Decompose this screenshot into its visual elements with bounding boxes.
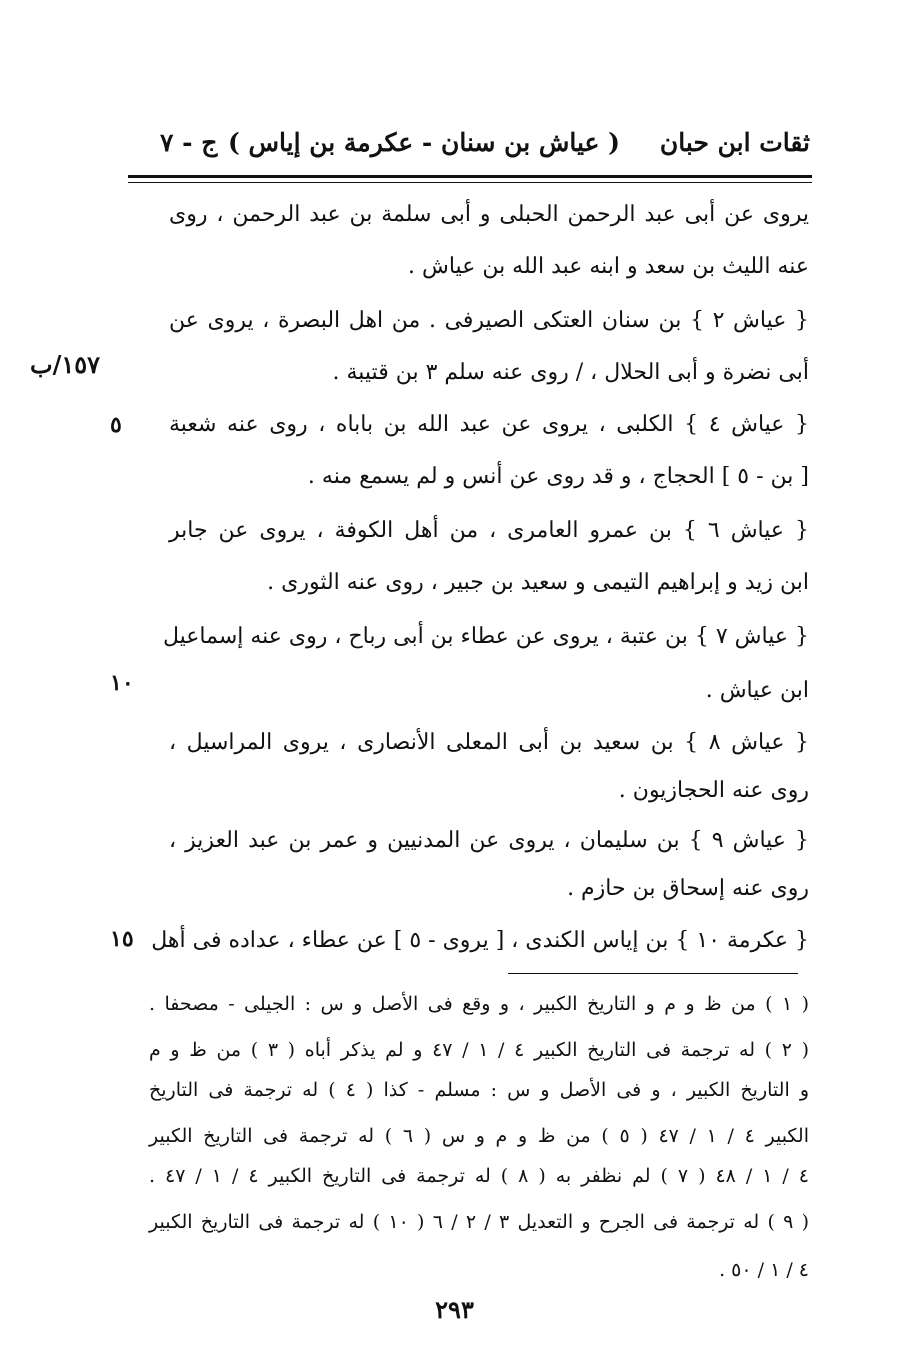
footnote-line: الكبير ٤ / ١ / ٤٧ ( ٥ ) من ظ و م و س ( ٦ ) له ترجمة فى التاريخ الكبير [149, 1125, 809, 1147]
text-line: { عياش ٦ } بن عمرو العامرى ، من أهل الكوفة ، يروى عن جابر [169, 518, 809, 543]
text-line: يروى عن أبى عبد الرحمن الحبلى و أبى سلمة بن عبد الرحمن ، روى [169, 202, 809, 227]
header-rule [128, 175, 812, 178]
text-line: [ بن - ٥ ] الحجاج ، و قد روى عن أنس و لم يسمع منه . [307, 464, 809, 489]
page-number: ٢٩٣ [435, 1295, 474, 1324]
footnote-line: ( ١ ) من ظ و م و التاريخ الكبير ، و وقع فى الأصل و س : الجيلى - مصحفا . [149, 993, 809, 1015]
text-line: { عياش ٤ } الكلبى ، يروى عن عبد الله بن باباه ، روى عنه شعبة [169, 412, 810, 437]
footnote-line: ( ٢ ) له ترجمة فى التاريخ الكبير ٤ / ١ / ٤٧ و لم يذكر أباه ( ٣ ) من ظ و م [149, 1039, 809, 1061]
text-line: { عياش ٧ } بن عتبة ، يروى عن عطاء بن أبى رباح ، روى عنه إسماعيل [162, 624, 809, 649]
text-line: روى عنه إسحاق بن حازم . [567, 876, 809, 901]
text-line: { عياش ٩ } بن سليمان ، يروى عن المدنيين و عمر بن عبد العزيز ، [169, 828, 810, 853]
book-title: ثقات ابن حبان [659, 128, 810, 157]
text-line: روى عنه الحجازيون . [618, 778, 809, 803]
line-number: ١٥ [110, 926, 134, 952]
text-line: ابن زيد و إبراهيم التيمى و سعيد بن جبير ، روى عنه الثورى . [267, 570, 809, 595]
footnote-line: و التاريخ الكبير ، و فى الأصل و س : مسلم - كذا ( ٤ ) له ترجمة فى التاريخ [149, 1079, 809, 1101]
text-line: ابن عياش . [705, 678, 809, 703]
header-rule-thin [128, 182, 812, 183]
line-number: ٥ [110, 412, 122, 438]
text-line: { عياش ٢ } بن سنان العتكى الصيرفى . من اهل البصرة ، يروى عن [169, 308, 809, 333]
line-number: ١٠ [110, 670, 134, 696]
text-line: عنه الليث بن سعد و ابنه عبد الله بن عياش . [408, 254, 809, 279]
footnote-line: ٤ / ١ / ٤٨ ( ٧ ) لم نظفر به ( ٨ ) له ترجمة فى التاريخ الكبير ٤ / ١ / ٤٧ . [149, 1165, 810, 1187]
text-line: { عكرمة ١٠ } بن إياس الكندى ، [ يروى - ٥ ] عن عطاء ، عداده فى أهل [151, 928, 809, 953]
text-line: { عياش ٨ } بن سعيد بن أبى المعلى الأنصارى ، يروى المراسيل ، [169, 730, 810, 755]
footnote-line: ( ٩ ) له ترجمة فى الجرح و التعديل ٣ / ٢ / ٦ ( ١٠ ) له ترجمة فى التاريخ الكبير [149, 1211, 810, 1233]
margin-folio-note: ١٥٧/ب [30, 350, 101, 379]
footnote-rule [508, 973, 798, 974]
running-header [130, 122, 810, 168]
footnote-line: ٤ / ١ / ٥٠ . [719, 1259, 809, 1281]
text-line: أبى نضرة و أبى الحلال ، / روى عنه سلم ٣ بن قتيبة . [332, 360, 809, 385]
volume-label: ج - ٧ [160, 128, 218, 157]
section-range: ( عياش بن سنان - عكرمة بن إياس ) [227, 128, 620, 157]
